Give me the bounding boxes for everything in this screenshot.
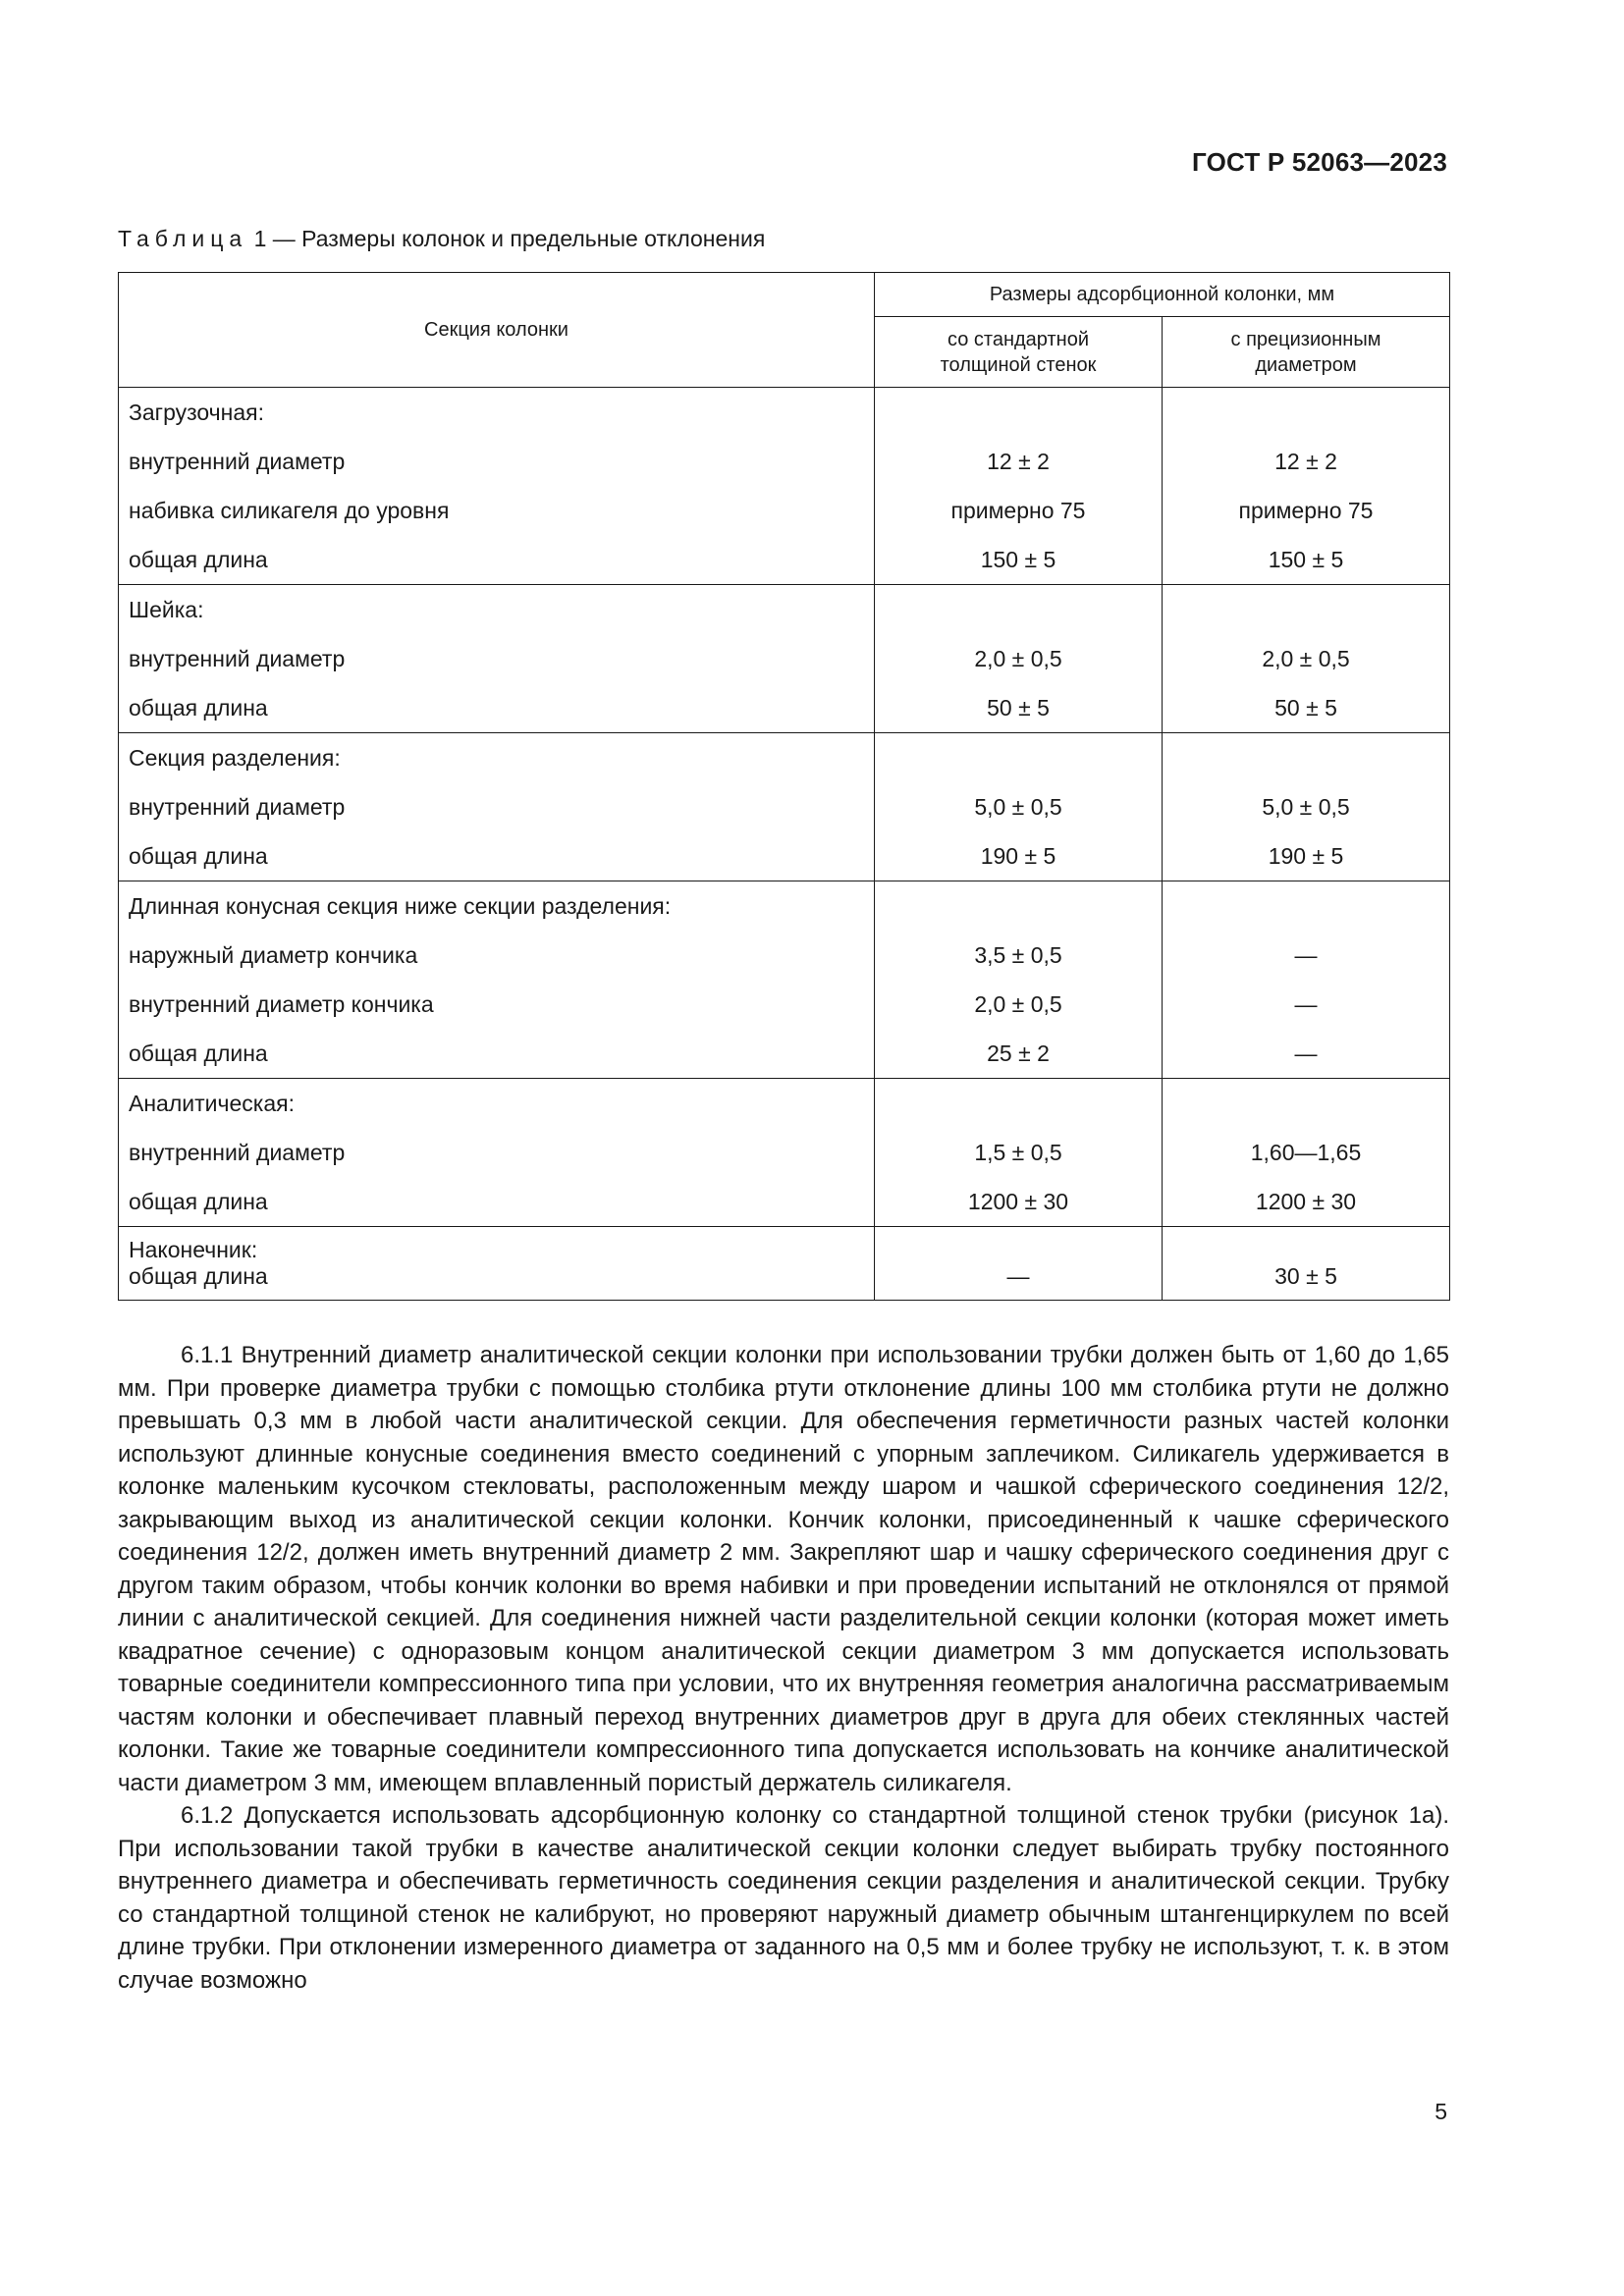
cell-line: Длинная конусная секция ниже секции разделения:	[129, 893, 672, 919]
cell-line: Шейка:	[129, 597, 204, 622]
cell-line: 12 ± 2	[1274, 449, 1337, 474]
table-caption	[118, 226, 765, 252]
cell-section-name	[119, 881, 875, 1079]
cell-line: 1200 ± 30	[967, 1189, 1069, 1214]
document-code: ГОСТ Р 52063—2023	[1192, 147, 1447, 177]
cell-precision	[1163, 585, 1450, 733]
cell-line: 1200 ± 30	[1255, 1189, 1357, 1214]
cell-line: 150 ± 5	[1268, 547, 1344, 572]
cell-line: 50 ± 5	[1274, 695, 1337, 721]
cell-section-name	[119, 585, 875, 733]
table-caption-number: 1	[253, 226, 267, 251]
cell-line: 5,0 ± 0,5	[1262, 794, 1350, 820]
cell-standard	[875, 881, 1163, 1079]
table-caption-label: Таблица	[118, 226, 248, 251]
table-caption-text: — Размеры колонок и предельные отклонения	[266, 226, 766, 251]
cell-section-name	[119, 733, 875, 881]
cell-line: примерно 75	[1238, 498, 1374, 523]
cell-line: 3,5 ± 0,5	[974, 942, 1062, 968]
cell-line: общая длина	[129, 1041, 268, 1066]
cell-section-name	[119, 1227, 875, 1301]
table-row	[119, 388, 1450, 585]
cell-line	[1163, 1237, 1449, 1263]
header-section: Секция колонки	[119, 273, 875, 388]
cell-line: 5,0 ± 0,5	[974, 794, 1062, 820]
paragraph-6-1-1: 6.1.1 Внутренний диаметр аналитической секции колонки при использовании трубки должен быть от 1,60 до 1,65 мм. При проверке диаметра трубки с помощью столбика ртути отклонение длины 100 мм столбика ртути не должно превышать 0,3 мм в любой части аналитической секции. Для обеспечения герметичности разных частей колонки используют длинные конусные соединения вместо соединений с упорным заплечиком. Силикагель удерживается в колонке маленьким кусочком стекловаты, расположенным между шаром и чашкой сферического соединения 12/2, закрывающим выход из аналитической секции колонки. Кончик колонки, присоединенный к чашке сферического соединения 12/2, должен иметь внутренний диаметр 2 мм. Закрепляют шар и чашку сферического соединения друг с другом таким образом, чтобы кончик колонки во время набивки и при проведении испытаний не отклонялся от прямой линии с аналитической секцией. Для соединения нижней части разделительной секции колонки (которая может иметь квадратное сечение) с одноразовым концом аналитической секции диаметром 3 мм допускается использовать товарные соединители компрессионного типа при условии, что их внутренняя геометрия аналогична рассматриваемым частям колонки и обеспечивает плавный переход внутренних диаметров друг в друга для обеих стеклянных частей колонки. Такие же товарные соединители компрессионного типа допускается использовать на кончике аналитической части диаметром 3 мм, имеющем вплавленный пористый держатель силикагеля.	[118, 1342, 1449, 1796]
cell-line	[1163, 1079, 1449, 1128]
header-precision: с прецизионным диаметром	[1163, 317, 1450, 388]
cell-line: примерно 75	[950, 498, 1086, 523]
page-number: 5	[1435, 2099, 1447, 2124]
cell-standard	[875, 1079, 1163, 1227]
cell-line: Наконечник:	[129, 1237, 258, 1262]
cell-precision	[1163, 1079, 1450, 1227]
cell-line	[1163, 585, 1449, 634]
dimensions-table	[118, 272, 1450, 1301]
cell-line	[875, 881, 1162, 931]
cell-line	[875, 1079, 1162, 1128]
cell-line: 50 ± 5	[987, 695, 1050, 721]
cell-line: 190 ± 5	[980, 843, 1056, 869]
cell-line: внутренний диаметр	[129, 646, 346, 671]
cell-precision	[1163, 733, 1450, 881]
table-body	[119, 388, 1450, 1301]
table-row	[119, 881, 1450, 1079]
cell-line: —	[1294, 942, 1318, 968]
table-row	[119, 585, 1450, 733]
cell-line: Аналитическая:	[129, 1091, 295, 1116]
cell-line: внутренний диаметр кончика	[129, 991, 434, 1017]
cell-line: общая длина	[129, 843, 268, 869]
cell-line: 30 ± 5	[1274, 1263, 1337, 1289]
cell-precision	[1163, 1227, 1450, 1301]
cell-section-name	[119, 1079, 875, 1227]
table-row	[119, 1227, 1450, 1301]
body-text	[118, 1339, 1449, 1997]
cell-section-name	[119, 388, 875, 585]
table-row	[119, 1079, 1450, 1227]
cell-line	[875, 1237, 1162, 1263]
cell-line: общая длина	[129, 695, 268, 721]
cell-line: —	[1294, 1041, 1318, 1066]
cell-precision	[1163, 881, 1450, 1079]
cell-standard	[875, 388, 1163, 585]
cell-line: 150 ± 5	[980, 547, 1056, 572]
cell-line: 12 ± 2	[987, 449, 1050, 474]
cell-line: общая длина	[129, 547, 268, 572]
cell-line: внутренний диаметр	[129, 794, 346, 820]
cell-line	[875, 733, 1162, 782]
cell-line: внутренний диаметр	[129, 1140, 346, 1165]
cell-line	[1163, 388, 1449, 437]
cell-standard	[875, 733, 1163, 881]
cell-standard	[875, 1227, 1163, 1301]
table-row	[119, 733, 1450, 881]
cell-standard	[875, 585, 1163, 733]
cell-line: набивка силикагеля до уровня	[129, 498, 450, 523]
cell-line: 1,60—1,65	[1250, 1140, 1362, 1165]
cell-precision	[1163, 388, 1450, 585]
paragraph-6-1-2: 6.1.2 Допускается использовать адсорбционную колонку со стандартной толщиной стенок трубки (рисунок 1а). При использовании такой трубки в качестве аналитической секции колонки следует выбирать трубку постоянного внутреннего диаметра и обеспечивать герметичность соединения секции разделения и аналитической секции. Трубку со стандартной толщиной стенок не калибруют, но проверяют наружный диаметр обычным штангенциркулем по всей длине трубки. При отклонении измеренного диаметра от заданного на 0,5 мм и более трубку не используют, т. к. в этом случае возможно	[118, 1802, 1449, 1994]
cell-line: 2,0 ± 0,5	[1262, 646, 1350, 671]
cell-line	[875, 585, 1162, 634]
cell-line: —	[1294, 991, 1318, 1017]
cell-line: —	[1006, 1263, 1030, 1289]
cell-line: 2,0 ± 0,5	[974, 646, 1062, 671]
cell-line	[1163, 733, 1449, 782]
header-standard: со стандартной толщиной стенок	[875, 317, 1163, 388]
cell-line	[875, 388, 1162, 437]
cell-line: общая длина	[129, 1189, 268, 1214]
header-dimensions: Размеры адсорбционной колонки, мм	[875, 273, 1450, 317]
cell-line: Загрузочная:	[129, 400, 264, 425]
cell-line: внутренний диаметр	[129, 449, 346, 474]
cell-line: 25 ± 2	[987, 1041, 1050, 1066]
cell-line: наружный диаметр кончика	[129, 942, 418, 968]
cell-line	[1163, 881, 1449, 931]
cell-line: Секция разделения:	[129, 745, 341, 771]
cell-line: общая длина	[129, 1263, 268, 1289]
cell-line: 1,5 ± 0,5	[974, 1140, 1062, 1165]
cell-line: 190 ± 5	[1268, 843, 1344, 869]
cell-line: 2,0 ± 0,5	[974, 991, 1062, 1017]
